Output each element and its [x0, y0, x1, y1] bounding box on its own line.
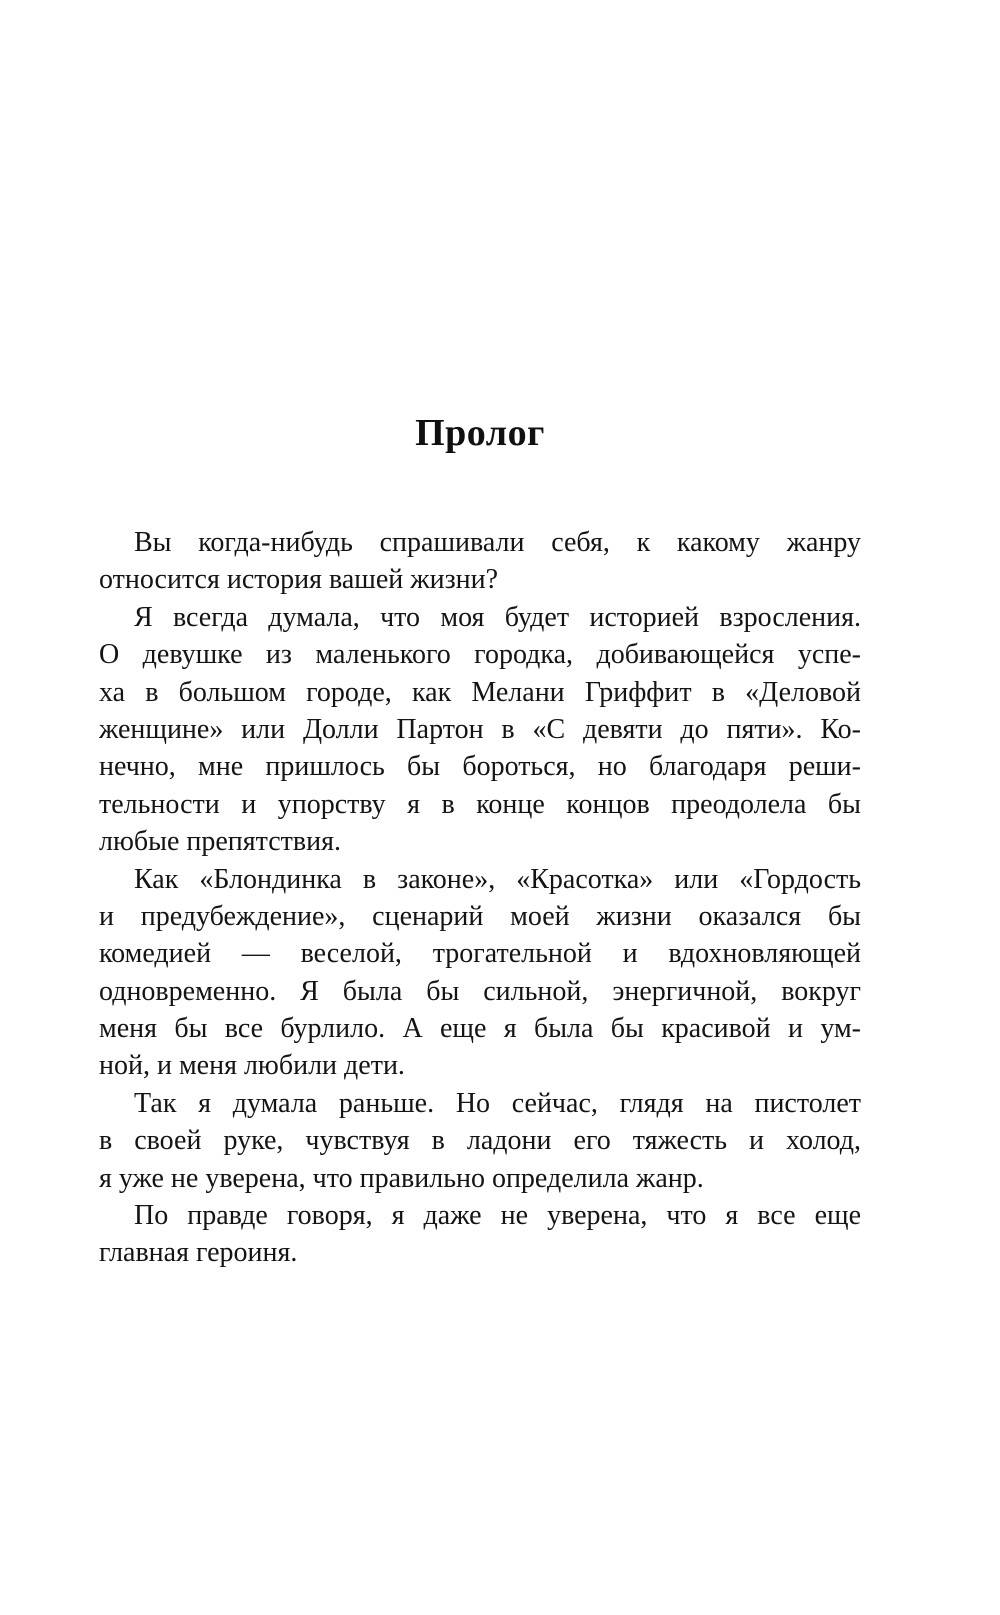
text-line: комедией — веселой, трогательной и вдохновляющей	[99, 938, 861, 970]
text-line: одновременно. Я была бы сильной, энергичной, вокруг	[99, 975, 861, 1007]
text-line: относится история вашей жизни?	[99, 564, 499, 596]
text-line: нечно, мне пришлось бы бороться, но благодаря реши-	[99, 751, 861, 783]
text-line: и предубеждение», сценарий моей жизни оказался бы	[99, 900, 861, 932]
text-line: любые препятствия.	[99, 826, 341, 858]
text-line: меня бы все бурлило. А еще я была бы красивой и ум-	[99, 1013, 861, 1045]
text-line: О девушке из маленького городка, добивающейся успе-	[99, 639, 861, 671]
chapter-title: Пролог	[415, 412, 545, 454]
text-line: Вы когда-нибудь спрашивали себя, к какому жанру	[134, 527, 861, 558]
text-line: Я всегда думала, что моя будет историей взросления.	[134, 601, 861, 633]
text-line: в своей руке, чувствуя в ладони его тяжесть и холод,	[99, 1125, 861, 1157]
body-text	[99, 524, 861, 1272]
text-line: Так я думала раньше. Но сейчас, глядя на пистолет	[134, 1087, 861, 1119]
text-line: главная героиня.	[99, 1237, 298, 1269]
paragraph	[99, 599, 861, 861]
text-line: я уже не уверена, что правильно определила жанр.	[99, 1162, 704, 1194]
text-line: Как «Блондинка в законе», «Красотка» или «Гордость	[134, 863, 861, 895]
text-line: ха в большом городе, как Мелани Гриффит в «Деловой	[99, 676, 861, 708]
text-line: ной, и меня любили дети.	[99, 1050, 405, 1082]
paragraph	[99, 1085, 861, 1197]
paragraph	[99, 861, 861, 1085]
text-line: тельности и упорству я в конце концов преодолела бы	[99, 788, 861, 820]
paragraph	[99, 524, 861, 599]
text-line: По правде говоря, я даже не уверена, что я все еще	[134, 1200, 861, 1232]
text-line: женщине» или Долли Партон в «С девяти до пяти». Ко-	[99, 713, 861, 745]
paragraph	[99, 1197, 861, 1272]
